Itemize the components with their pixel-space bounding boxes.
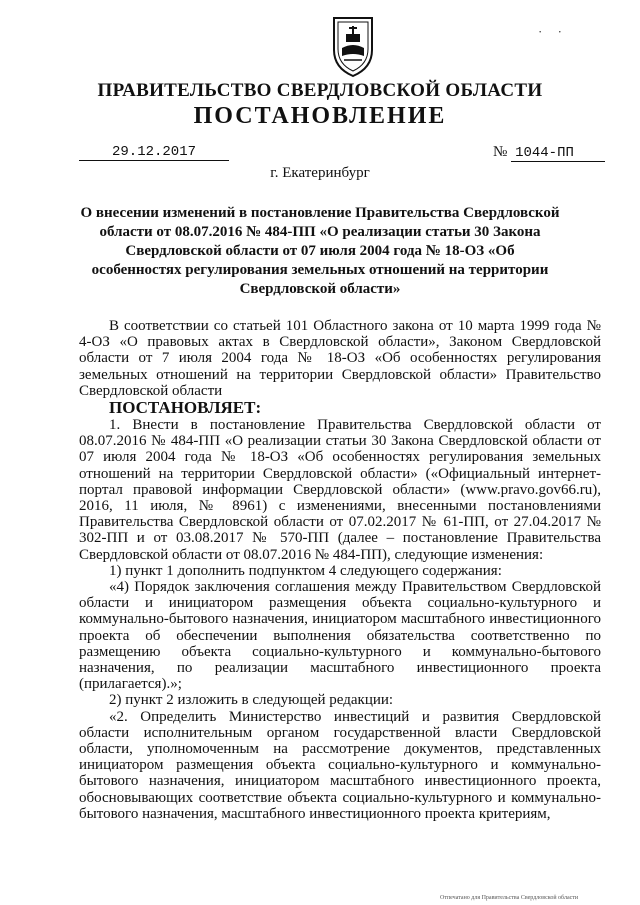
coat-of-arms-icon — [328, 14, 378, 78]
body-paragraph: «4) Порядок заключения соглашения между Правительством Свердловской области и инициатором размещения объекта социально-культурного и коммунально-бытового назначения, инициатором масштабного инвестиционного проекта об обеспечении выполнения обязательства соответственно по размещению объекта социально-культурного и коммунально-бытового назначения, по реализации масштабного инвестиционного проекта (прилагается).»; — [79, 579, 601, 693]
footer-note: Отпечатано для Правительства Свердловской области — [440, 895, 579, 901]
city: г. Екатеринбург — [270, 165, 370, 181]
decree-word: ПОСТАНОВЛЯЕТ: — [109, 398, 262, 418]
body-paragraph: 1) пункт 1 дополнить подпунктом 4 следующего содержания: — [109, 562, 502, 579]
document-type: ПОСТАНОВЛЕНИЕ — [193, 103, 447, 129]
body-paragraph: 2) пункт 2 изложить в следующей редакции: — [109, 692, 394, 709]
number-value: 1044-ПП — [511, 146, 605, 162]
body-paragraph: 1. Внести в постановление Правительства Свердловской области от 08.07.2016 № 484-ПП «О реализации статьи 30 Закона Свердловской области от 07 июля 2004 года № 18-ОЗ «Об особенностях регулирования земельных отношений на территории Свердловской области» («Официальный интернет-портал правовой информации Свердловской области» (www.pravo.gov66.ru), 2016, 11 июля, № 8961) с изменениями, внесенными постановлениями Правительства Свердловской области от 07.02.2017 № 61-ПП, от 27.04.2017 № 302-ПП и от 03.08.2017 № 570-ПП (далее – постановление Правительства Свердловской области от 08.07.2016 № 484-ПП), следующие изменения: — [79, 417, 601, 563]
document-date: 29.12.2017 — [79, 145, 229, 161]
scan-dots: · · — [538, 24, 568, 39]
government-name: ПРАВИТЕЛЬСТВО СВЕРДЛОВСКОЙ ОБЛАСТИ — [97, 80, 543, 101]
number-label: № — [493, 144, 508, 160]
document-number — [493, 145, 605, 162]
body-paragraph: «2. Определить Министерство инвестиций и развития Свердловской области исполнительным органом государственной власти Свердловской области, уполномоченным на рассмотрение документов, представленных инициатором размещения объекта социально-культурного и коммунально-бытового назначения, инициатором масштабного инвестиционного проекта, обосновывающих соответствие объекта социально-культурного и коммунально-бытового назначения, масштабного инвестиционного проекта критериям, — [79, 708, 601, 822]
intro-paragraph: В соответствии со статьей 101 Областного закона от 10 марта 1999 года № 4-ОЗ «О правовых актах в Свердловской области», Законом Свердловской области от 7 июля 2004 года № 18-ОЗ «Об особенностях регулирования земельных отношений на территории Свердловской области» Правительство Свердловской области — [79, 318, 601, 399]
document-title: О внесении изменений в постановление Правительства Свердловской области от 08.07.2016 № 484-ПП «О реализации статьи 30 Закона Свердловской области от 07 июля 2004 года № 18-ОЗ «Об особенностях регулирования земельных отношений на территории Свердловской области» — [80, 205, 560, 297]
document-body — [79, 318, 601, 822]
